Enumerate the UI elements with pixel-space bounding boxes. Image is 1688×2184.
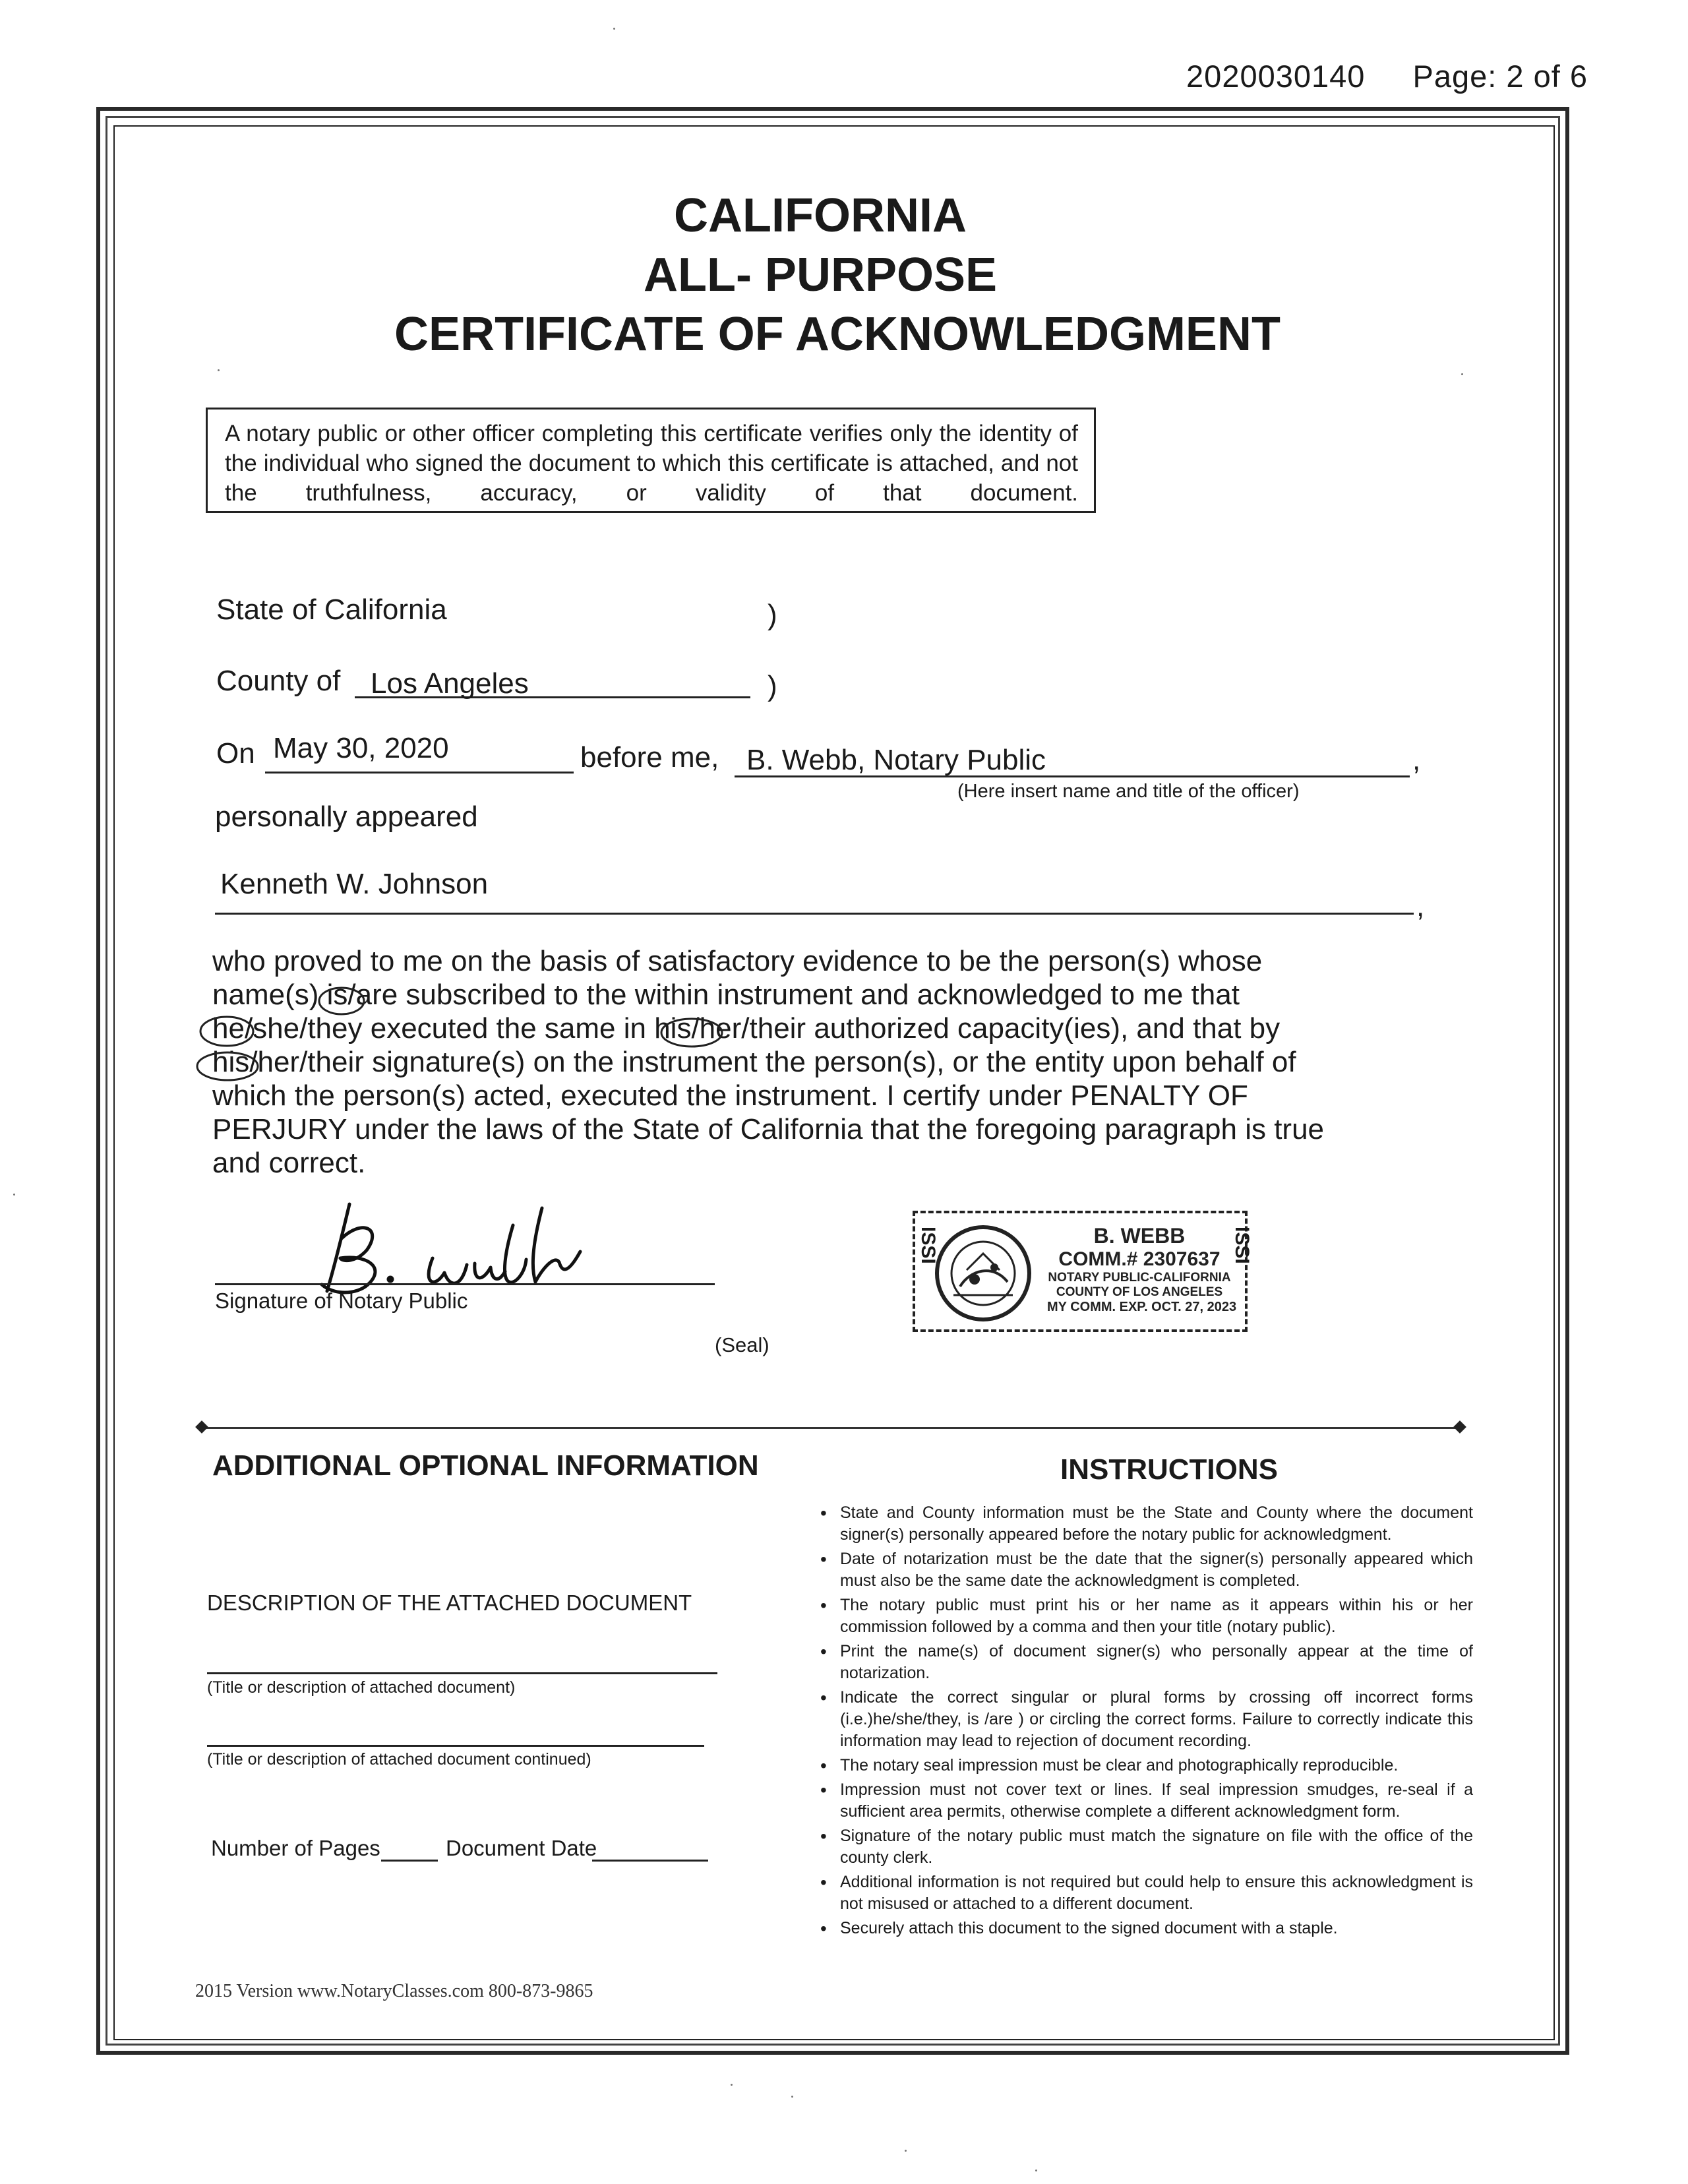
- circle-his-1: [661, 1019, 722, 1046]
- document-date-label: Document Date: [446, 1836, 597, 1860]
- stamp-expiration: MY COMM. EXP. OCT. 27, 2023: [1047, 1300, 1237, 1314]
- form-version-footer: 2015 Version www.NotaryClasses.com 800-873-9865: [195, 1981, 593, 2001]
- instructions-heading: INSTRUCTIONS: [1060, 1453, 1278, 1486]
- description-label: DESCRIPTION OF THE ATTACHED DOCUMENT: [207, 1591, 692, 1615]
- county-label: County of: [216, 665, 341, 697]
- document-date-field[interactable]: [592, 1833, 708, 1862]
- section-divider: [202, 1427, 1460, 1429]
- instruction-item: • Print the name(s) of document signer(s) who personally appear at the time of notarization.: [814, 1641, 1473, 1684]
- instruction-item: • Indicate the correct singular or plural forms by crossing off incorrect forms (i.e.)he/she/they, is /are ) or circling the correct forms. Failure to correctly indicate this information may lead to rejection of document recording.: [814, 1687, 1473, 1752]
- title-line-3: CERTIFICATE OF ACKNOWLEDGMENT: [394, 308, 1281, 361]
- paragraph-line: and correct.: [212, 1147, 366, 1179]
- scan-speck: [1035, 2169, 1037, 2171]
- stamp-commission: COMM.# 2307637: [1058, 1248, 1221, 1270]
- paragraph-line: who proved to me on the basis of satisfactory evidence to be the person(s) whose: [212, 945, 1263, 977]
- state-label: State of California: [216, 593, 447, 626]
- instruction-item: • Signature of the notary public must match the signature on file with the office of the county clerk.: [814, 1825, 1473, 1869]
- officer-caption: (Here insert name and title of the officer): [957, 781, 1300, 802]
- scan-speck: [905, 2150, 907, 2152]
- stamp-side-mark-left: ISSI: [917, 1227, 939, 1264]
- circle-his-2: [197, 1052, 258, 1080]
- instruction-item: • Additional information is not required but could help to ensure this acknowledgment is not misused or attached to a different document.: [814, 1871, 1473, 1915]
- scan-speck: [731, 2084, 733, 2086]
- paragraph-line: his/her/their signature(s) on the instrument the person(s), or the entity upon behalf of: [212, 1046, 1296, 1078]
- before-me-label: before me,: [580, 741, 719, 774]
- seal-label: (Seal): [715, 1333, 769, 1356]
- instruction-item: • Impression must not cover text or lines. If seal impression smudges, re-seal if a sufficient area permits, otherwise complete a different acknowledgment form.: [814, 1779, 1473, 1823]
- title-line-1: CALIFORNIA: [674, 189, 967, 242]
- instruction-item: • Securely attach this document to the signed document with a staple.: [814, 1918, 1473, 1939]
- officer-comma: ,: [1412, 744, 1421, 776]
- scan-speck: [1461, 373, 1463, 375]
- signer-value: Kenneth W. Johnson: [220, 868, 489, 900]
- title-line-2: ALL- PURPOSE: [643, 249, 998, 301]
- optional-info-heading: ADDITIONAL OPTIONAL INFORMATION: [212, 1449, 759, 1482]
- stamp-side-mark-right: ISSI: [1231, 1227, 1253, 1264]
- signature-line[interactable]: [215, 1283, 715, 1285]
- scan-speck: [13, 1194, 15, 1196]
- instruction-item: • State and County information must be the State and County where the document signer(s) personally appeared before the notary public for acknowledgment.: [814, 1502, 1473, 1546]
- scan-speck: [791, 2096, 793, 2098]
- scan-speck: [613, 28, 615, 30]
- stamp-title: NOTARY PUBLIC-CALIFORNIA: [1048, 1271, 1231, 1285]
- page-info: Page: 2 of 6: [1412, 59, 1588, 94]
- personally-appeared-label: personally appeared: [215, 801, 478, 833]
- california-seal-icon: [934, 1224, 1033, 1323]
- title-continued-caption: (Title or description of attached document continued): [207, 1750, 591, 1769]
- instruction-item: • The notary seal impression must be clear and photographically reproducible.: [814, 1755, 1473, 1776]
- document-number: 2020030140: [1186, 59, 1366, 94]
- title-description-field[interactable]: [207, 1641, 717, 1674]
- county-bracket: ): [768, 670, 777, 702]
- instructions-list: [814, 1502, 1473, 1942]
- stamp-text: [1047, 1224, 1237, 1315]
- paragraph-line: name(s) is/are subscribed to the within instrument and acknowledged to me that: [212, 979, 1240, 1011]
- instruction-item: • The notary public must print his or her name as it appears within his or her commission followed by a comma and then your title (notary public).: [814, 1594, 1473, 1638]
- stamp-notary-name: B. WEBB: [1093, 1224, 1186, 1248]
- signature-caption: Signature of Notary Public: [215, 1289, 468, 1313]
- title-description-caption: (Title or description of attached document): [207, 1678, 516, 1697]
- paragraph-line: PERJURY under the laws of the State of California that the foregoing paragraph is true: [212, 1113, 1325, 1145]
- instruction-item: • Date of notarization must be the date that the signer(s) personally appeared which must also be the same date the acknowledgment is completed.: [814, 1548, 1473, 1592]
- circle-is: [319, 988, 364, 1014]
- state-bracket: ): [768, 599, 777, 631]
- paragraph-line: he/she/they executed the same in his/her/their authorized capacity(ies), and that by: [212, 1012, 1281, 1045]
- date-value: May 30, 2020: [273, 732, 449, 764]
- notary-seal-stamp: [901, 1200, 1257, 1340]
- disclaimer-box: A notary public or other officer completing this certificate verifies only the identity of the individual who signed the document to which this certificate is attached, and not the truthfulness, accuracy, or validity of that document.: [206, 408, 1096, 513]
- officer-value: B. Webb, Notary Public: [746, 744, 1046, 776]
- signer-comma: ,: [1416, 890, 1425, 923]
- scan-speck: [218, 369, 220, 371]
- pages-field[interactable]: [381, 1833, 438, 1862]
- stamp-county: COUNTY OF LOS ANGELES: [1056, 1285, 1223, 1299]
- circle-he: [200, 1017, 253, 1046]
- county-value: Los Angeles: [371, 667, 529, 700]
- pages-label: Number of Pages: [211, 1836, 380, 1860]
- on-label: On: [216, 737, 255, 770]
- title-continued-field[interactable]: [207, 1713, 704, 1747]
- paragraph-line: which the person(s) acted, executed the instrument. I certify under PENALTY OF: [212, 1079, 1248, 1112]
